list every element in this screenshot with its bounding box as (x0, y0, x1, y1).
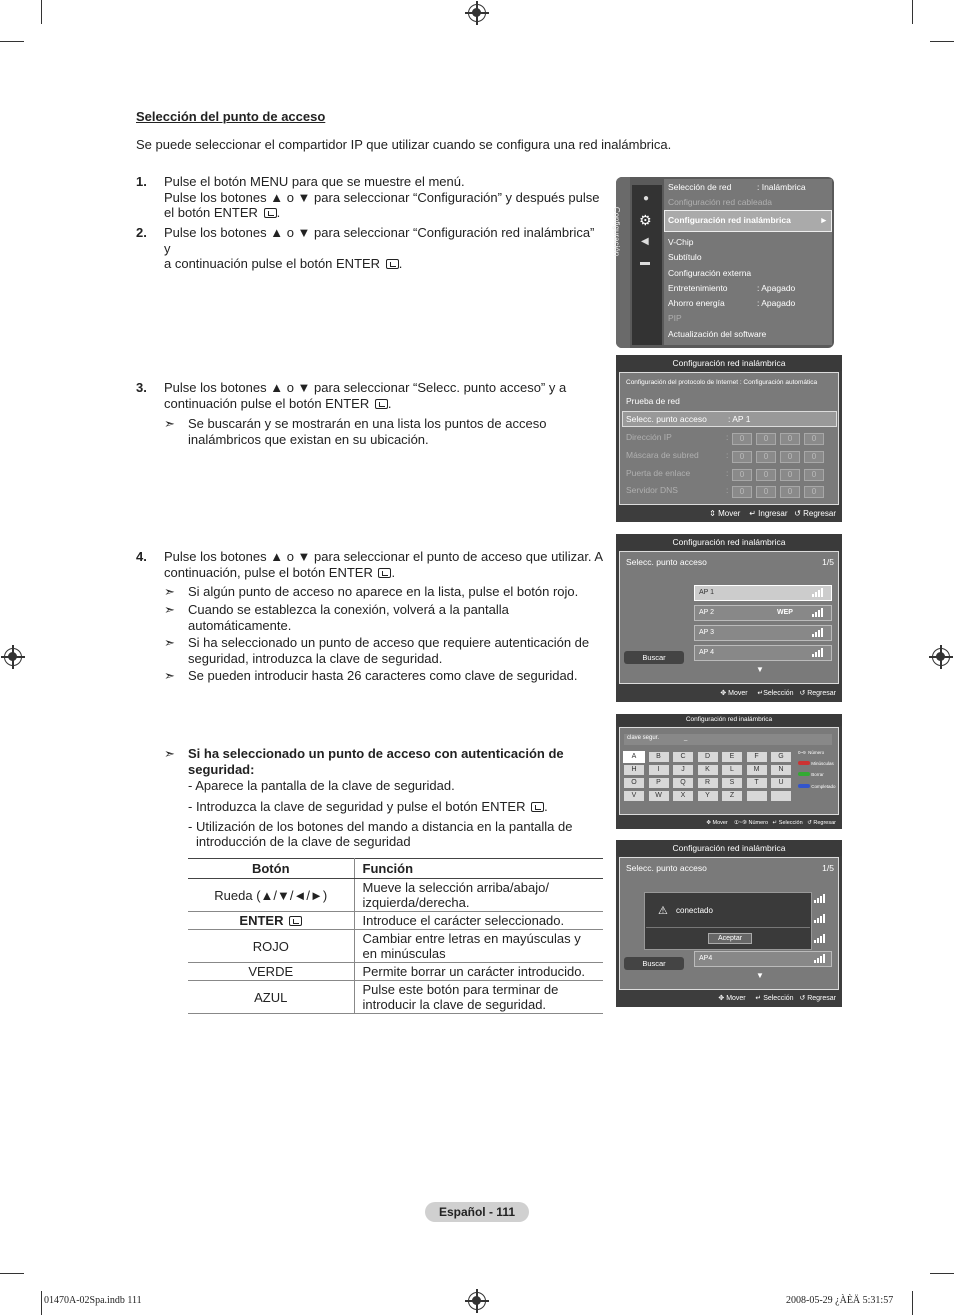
key-button[interactable]: Y (698, 791, 718, 801)
enter-icon (289, 916, 302, 926)
table-row (188, 879, 603, 912)
key-button[interactable]: V (624, 791, 644, 801)
protocol-row[interactable]: Configuración del protocolo de Internet : Configuración automática (626, 379, 818, 386)
scroll-down-icon[interactable]: ▼ (756, 971, 764, 980)
field-colon: : (726, 468, 729, 478)
menu-item[interactable]: Subtítulo (668, 252, 702, 262)
intro-text: Se puede seleccionar el compartidor IP que utilizar cuando se configura una red inalámbrica. (136, 137, 672, 152)
key-button[interactable]: S (722, 778, 742, 788)
crop-mark (930, 1273, 954, 1274)
key-button[interactable]: C (673, 752, 693, 762)
step-number: 4. (136, 549, 147, 564)
function-table (188, 858, 603, 1014)
table-cell: ROJO (188, 930, 354, 963)
step-4-note: Se pueden introducir hasta 26 caracteres como clave de seguridad. (188, 668, 578, 683)
ip-octet-box: 0 (732, 486, 752, 498)
step-line: Pulse los botones ▲ o ▼ para seleccionar “Configuración red inalámbrica” y (164, 225, 595, 256)
search-button[interactable]: Buscar (624, 651, 684, 664)
side-bar (616, 177, 630, 348)
table-row (188, 981, 603, 1014)
ip-octet-box: 0 (780, 451, 800, 463)
signal-icon (812, 608, 823, 617)
key-button[interactable]: F (747, 752, 767, 762)
ip-octet-box: 0 (804, 486, 824, 498)
step-line: Pulse los botones ▲ o ▼ para seleccionar “Selecc. punto acceso” y a (164, 380, 567, 395)
screen-ap-list (616, 534, 842, 702)
key-button[interactable]: I (649, 765, 669, 775)
note-arrow-icon: ➣ (164, 602, 175, 617)
menu-item[interactable]: Entretenimiento : Apagado (668, 283, 796, 293)
speaker-icon: ◀ (641, 236, 649, 247)
dialog-message: conectado (676, 906, 713, 915)
table-row (188, 930, 603, 963)
signal-icon (814, 934, 825, 943)
step-line: a continuación pulse el botón ENTER . (164, 256, 403, 271)
key-input[interactable]: clave segur. _ (624, 734, 832, 745)
field-colon: : (726, 450, 729, 460)
screen-header: Configuración red inalámbrica (616, 534, 842, 550)
step-number: 1. (136, 174, 147, 189)
scroll-down-icon[interactable]: ▼ (756, 665, 764, 674)
step-3-text (164, 380, 604, 411)
signal-icon (812, 588, 823, 597)
step-4-note: Cuando se establezca la conexión, volverá a la pantalla automáticamente. (188, 602, 509, 633)
step-line: Pulse el botón MENU para que se muestre el menú. (164, 174, 465, 189)
key-button[interactable]: T (747, 778, 767, 788)
table-cell: Cambiar entre letras en mayúsculas y en minúsculas (354, 930, 603, 963)
key-button[interactable]: X (673, 791, 693, 801)
step-number: 2. (136, 225, 147, 240)
key-button[interactable]: A (624, 752, 644, 762)
screen-connected (616, 840, 842, 1007)
crop-mark (912, 1291, 913, 1315)
table-cell: Permite borrar un carácter introducido. (354, 963, 603, 981)
step-4-text (164, 549, 604, 580)
screen-footer: ✥ Mover ↵Selección ↺ Regresar (720, 690, 836, 697)
table-row (188, 912, 603, 930)
page-indicator: 1/5 (822, 557, 834, 567)
ap-item[interactable]: AP4 (694, 951, 832, 967)
step-line: Pulse los botones ▲ o ▼ para seleccionar el punto de acceso que utilizar. A (164, 549, 604, 564)
ip-field-label: Dirección IP (626, 432, 672, 442)
key-button[interactable]: N (771, 765, 791, 775)
step-line: continuación, pulse el botón ENTER . (164, 564, 396, 580)
menu-item[interactable]: Configuración red cableada (668, 197, 772, 207)
menu-item[interactable]: Selección de red : Inalámbrica (668, 182, 806, 192)
key-button[interactable]: L (722, 765, 742, 775)
auth-note-item: introducción de la clave de seguridad (196, 834, 411, 849)
key-button[interactable]: W (649, 791, 669, 801)
ip-octet-box: 0 (756, 486, 776, 498)
field-colon: : (726, 485, 729, 495)
screen-security-key (616, 714, 842, 829)
screen-footer: ⇕ Mover ↵ Ingresar ↺ Regresar (709, 509, 836, 518)
ip-octet-box: 0 (804, 451, 824, 463)
auth-note-title: Si ha seleccionado un punto de acceso con autenticación de seguridad: (188, 746, 564, 777)
table-cell: Introduce el carácter seleccionado. (354, 912, 603, 930)
ip-octet-box: 0 (732, 433, 752, 445)
enter-icon (386, 259, 399, 269)
note-arrow-icon: ➣ (164, 746, 175, 761)
note-arrow-icon: ➣ (164, 584, 175, 599)
screen-footer: ✥ Mover ①~⑨ Número ↵ Selección ↺ Regresar (706, 820, 836, 826)
registration-mark-icon (4, 648, 22, 666)
key-button[interactable]: R (698, 778, 718, 788)
screen-header: Configuración red inalámbrica (616, 355, 842, 371)
step-line: Pulse los botones ▲ o ▼ para seleccionar “Configuración” y después pulse (164, 189, 600, 205)
signal-icon (812, 628, 823, 637)
step-number: 3. (136, 380, 147, 395)
field-colon: : (726, 432, 729, 442)
key-button[interactable]: J (673, 765, 693, 775)
step-4-note: Si ha seleccionado un punto de acceso que requiere autenticación de seguridad, introduzca la clave de seguridad. (188, 635, 590, 666)
auth-note-item: - Aparece la pantalla de la clave de seguridad. (188, 778, 455, 793)
page-number-badge: Español - 111 (425, 1202, 529, 1222)
table-cell: Pulse este botón para terminar de introducir la clave de seguridad. (354, 981, 603, 1014)
key-button[interactable] (771, 791, 791, 801)
screen-header: Configuración red inalámbrica (616, 840, 842, 856)
key-button[interactable]: U (771, 778, 791, 788)
ap-item[interactable]: AP 1 (694, 585, 832, 601)
ap-item[interactable]: AP 2 WEP (694, 605, 832, 621)
menu-item[interactable]: Configuración externa (668, 268, 752, 278)
key-button[interactable] (747, 791, 767, 801)
key-button[interactable]: P (649, 778, 669, 788)
gateway-field-label: Puerta de enlace (626, 468, 691, 478)
section-title: Selección del punto de acceso (136, 109, 326, 124)
step-1-text (164, 174, 604, 221)
key-button[interactable]: O (624, 778, 644, 788)
screen-config-menu (612, 177, 834, 348)
crop-mark (41, 0, 42, 24)
crop-mark (0, 1273, 24, 1274)
ip-octet-box: 0 (804, 433, 824, 445)
key-button[interactable]: E (722, 752, 742, 762)
table-header-row (188, 859, 603, 879)
crop-mark (912, 0, 913, 24)
table-cell: Rueda (▲/▼/◄/►) (188, 879, 354, 912)
ap-item[interactable]: AP 3 (694, 625, 832, 641)
menu-item[interactable]: PIP (668, 313, 682, 323)
note-arrow-icon: ➣ (164, 416, 175, 431)
ip-octet-box: 0 (780, 486, 800, 498)
key-button[interactable]: G (771, 752, 791, 762)
signal-icon (814, 914, 825, 923)
list-title: Selecc. punto acceso (626, 863, 707, 873)
step-4-note: Si algún punto de acceso no aparece en la lista, pulse el botón rojo. (188, 584, 579, 599)
enter-icon (375, 399, 388, 409)
table-cell: VERDE (188, 963, 354, 981)
step-line: continuación pulse el botón ENTER . (164, 395, 392, 411)
dns-field-label: Servidor DNS (626, 485, 678, 495)
ip-octet-box: 0 (780, 433, 800, 445)
auth-note-item: - Utilización de los botones del mando a distancia en la pantalla de (188, 819, 573, 834)
ip-octet-box: 0 (732, 469, 752, 481)
key-button[interactable]: H (624, 765, 644, 775)
ip-octet-box: 0 (732, 451, 752, 463)
step-3-note: Se buscarán y se mostrarán en una lista los puntos de acceso inalámbricos que existan en su ubicación. (188, 416, 547, 447)
mask-field-label: Máscara de subred (626, 450, 699, 460)
numeric-mode-label: 0~9 Número (798, 750, 825, 755)
crop-mark (930, 41, 954, 42)
menu-item[interactable]: V-Chip (668, 237, 694, 247)
table-cell: ENTER (188, 912, 354, 930)
table-cell: AZUL (188, 981, 354, 1014)
screen-footer: ✥ Mover ↵ Selección ↺ Regresar (718, 995, 836, 1002)
ip-octet-box: 0 (756, 451, 776, 463)
gear-icon: ⚙ (639, 212, 652, 228)
key-button[interactable]: Z (722, 791, 742, 801)
screen-header: Configuración red inalámbrica (616, 714, 842, 726)
table-header: Función (354, 859, 603, 879)
ip-octet-box: 0 (756, 469, 776, 481)
crop-mark (41, 1291, 42, 1315)
key-button[interactable]: Q (673, 778, 693, 788)
registration-mark-icon (468, 4, 486, 22)
search-button[interactable]: Buscar (624, 957, 684, 970)
input-icon: ▬ (640, 257, 650, 268)
accept-button[interactable]: Aceptar (708, 933, 752, 944)
screen-wireless-config (616, 355, 842, 522)
dialog-divider (646, 927, 810, 928)
key-button[interactable]: M (747, 765, 767, 775)
table-header: Botón (188, 859, 354, 879)
crop-mark (0, 41, 24, 42)
table-cell: Mueve la selección arriba/abajo/ izquierda/derecha. (354, 879, 603, 912)
menu-item[interactable]: Configuración red inalámbrica ► (668, 215, 828, 225)
registration-mark-icon (468, 1292, 486, 1310)
print-info-left: 01470A-02Spa.indb 111 (44, 1295, 142, 1306)
signal-icon (814, 894, 825, 903)
step-2-text (164, 225, 604, 272)
enter-icon (378, 568, 391, 578)
table-row (188, 963, 603, 981)
menu-item[interactable]: Actualización del software (668, 329, 767, 339)
lowercase-option[interactable]: Minúsculas (798, 761, 834, 766)
menu-item[interactable]: Ahorro energía : Apagado (668, 298, 796, 308)
key-button[interactable]: D (698, 752, 718, 762)
side-label: Configuración (612, 206, 622, 257)
signal-icon (812, 648, 823, 657)
delete-option[interactable]: Borrar (798, 772, 824, 777)
complete-option[interactable]: Completado (798, 784, 836, 789)
print-info-right: 2008-05-29 ¿ÀÈÄ 5:31:57 (786, 1295, 894, 1306)
key-button[interactable]: K (698, 765, 718, 775)
list-title: Selecc. punto acceso (626, 557, 707, 567)
ip-octet-box: 0 (780, 469, 800, 481)
note-arrow-icon: ➣ (164, 635, 175, 650)
test-row[interactable]: Prueba de red (626, 396, 680, 406)
note-arrow-icon: ➣ (164, 668, 175, 683)
enter-icon (531, 802, 544, 812)
registration-mark-icon (932, 648, 950, 666)
key-button[interactable]: B (649, 752, 669, 762)
access-point-row[interactable]: Selecc. punto acceso : AP 1 (626, 414, 751, 424)
enter-icon (264, 208, 277, 218)
ip-octet-box: 0 (756, 433, 776, 445)
auth-note-item: - Introduzca la clave de seguridad y pulse el botón ENTER . (188, 799, 548, 814)
signal-icon (814, 954, 825, 963)
ip-octet-box: 0 (804, 469, 824, 481)
ap-item[interactable]: AP 4 (694, 645, 832, 661)
antenna-icon: ● (643, 193, 650, 204)
warning-icon: ⚠ (658, 905, 668, 917)
page-indicator: 1/5 (822, 863, 834, 873)
step-line: el botón ENTER . (164, 205, 281, 220)
